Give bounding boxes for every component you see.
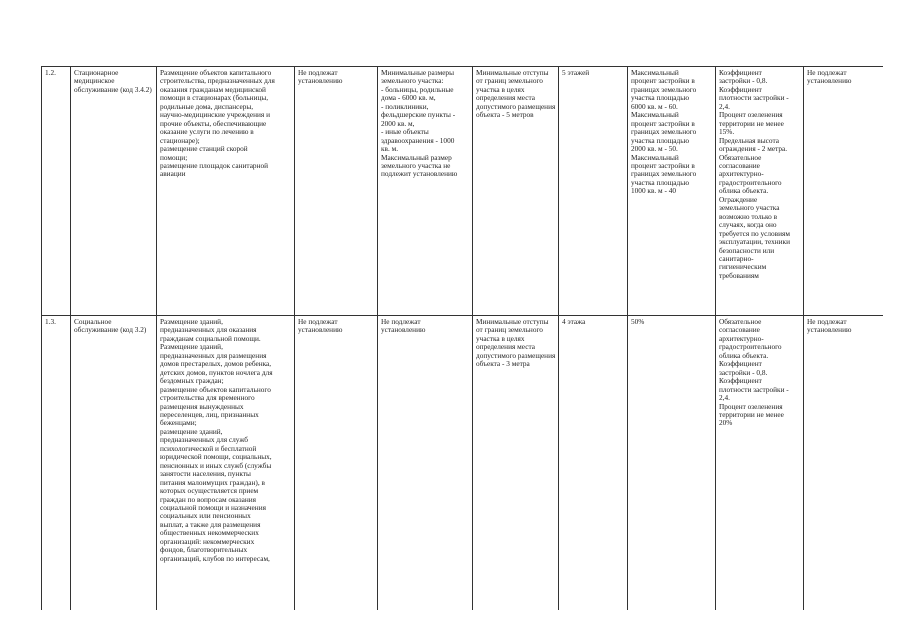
floors-cell: 5 этажей xyxy=(559,67,628,316)
land-use-description-cell: Размещение объектов капитального строительства, предназначенных для оказания гражданам медицинской помощи в стационарах (больницы, родильные дома, диспансеры, научно-медицинские учреждения и прочие объекты, обеспечивающие оказание услуги по лечению в стационаре); размещение станций скорой помощи; размещение площадок санитарной авиации xyxy=(157,67,295,316)
coverage-cell: 50% xyxy=(628,316,716,611)
conditional-use-cell: Не подлежат установлению xyxy=(295,316,378,611)
land-use-type-cell: Социальное обслуживание (код 3.2) xyxy=(71,316,157,611)
document-page xyxy=(41,66,883,610)
restrictions-cell: Не подлежат установлению xyxy=(804,67,884,316)
setbacks-cell: Минимальные отступы от границ земельного участка в целях определения места допустимого размещения объекта - 3 метра xyxy=(473,316,559,611)
other-parameters-cell: Обязательное согласование архитектурно- градостроительного облика объекта. Коэффициент застройки - 0,8. Коэффициент плотности застройки - 2,4. Процент озеленения территории не менее 20% xyxy=(716,316,804,611)
table-row xyxy=(42,67,884,316)
coverage-cell: Максимальный процент застройки в границах земельного участка площадью 6000 кв. м - 60. Максимальный процент застройки в границах земельного участка площадью 2000 кв. м - 50. Максимальный процент застройки в границах земельного участка площадью 1000 кв. м - 40 xyxy=(628,67,716,316)
restrictions-cell: Не подлежат установлению xyxy=(804,316,884,611)
land-use-type-cell: Стационарное медицинское обслуживание (код 3.4.2) xyxy=(71,67,157,316)
table-row xyxy=(42,316,884,611)
plot-size-cell: Минимальные размеры земельного участка: - больницы, родильные дома - 6000 кв. м, - поликлиники, фельдшерские пункты - 2000 кв. м, - иные объекты здравоохранения - 1000 кв. м. Максимальный размер земельного участка не подлежит установлению xyxy=(378,67,473,316)
land-use-description-cell: Размещение зданий, предназначенных для оказания гражданам социальной помощи. Размещение зданий, предназначенных для размещения домов престарелых, домов ребенка, детских домов, пунктов ночлега для бездомных граждан; размещение объектов капитального строительства для временного размещения вынужденных переселенцев, лиц, признанных беженцами; размещение зданий, предназначенных для служб психологической и бесплатной юридической помощи, социальных, пенсионных и иных служб (службы занятости населения, пункты питания малоимущих граждан), в которых осуществляется прием граждан по вопросам оказания социальной помощи и назначения социальных или пенсионных выплат, а также для размещения общественных некоммерческих организаций: некоммерческих фондов, благотворительных организаций, клубов по интересам, xyxy=(157,316,295,611)
plot-size-cell: Не подлежат установлению xyxy=(378,316,473,611)
floors-cell: 4 этажа xyxy=(559,316,628,611)
row-number-cell: 1.3. xyxy=(42,316,71,611)
conditional-use-cell: Не подлежат установлению xyxy=(295,67,378,316)
setbacks-cell: Минимальные отступы от границ земельного участка в целях определения места допустимого размещения объекта - 5 метров xyxy=(473,67,559,316)
row-number-cell: 1.2. xyxy=(42,67,71,316)
land-use-regulations-table xyxy=(41,66,883,610)
other-parameters-cell: Коэффициент застройки - 0,8. Коэффициент плотности застройки - 2,4. Процент озеленения территории не менее 15%. Предельная высота ограждения - 2 метра. Обязательное согласование архитектурно- градостроительного облика объекта. Ограждение земельного участка возможно только в случаях, когда оно требуется по условиям эксплуатации, техники безопасности или санитарно- гигиеническим требованиям xyxy=(716,67,804,316)
